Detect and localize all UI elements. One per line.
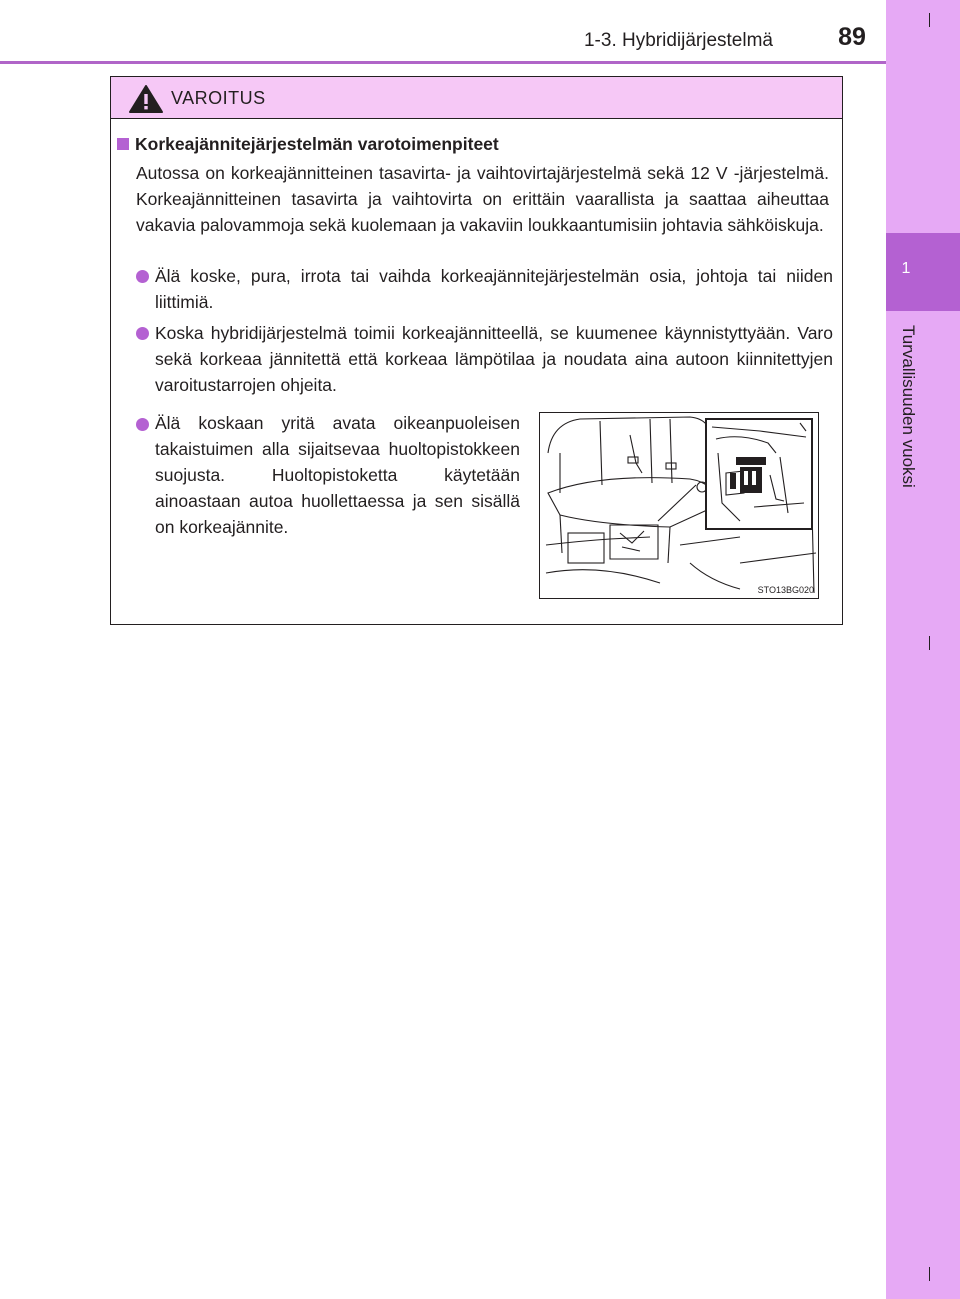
bullet-text: Älä koske, pura, irrota tai vaihda korkeajännitejärjestelmän osia, johtoja tai niiden liittimiä. (155, 266, 833, 312)
heading-square-icon (117, 138, 129, 150)
bullet-text: Älä koskaan yritä avata oikeanpuoleisen takaistuimen alla sijaitsevaa huoltopistokkeen suojusta. Huoltopistoketta käytetään ainoastaan autoa huollettaessa ja sen sisällä on korkeajännite. (155, 413, 520, 537)
figure-code: STO13BG020 (757, 585, 814, 595)
crop-mark (929, 13, 930, 27)
chapter-sidebar (886, 0, 960, 1299)
intro-paragraph: Autossa on korkeajännitteinen tasavirta- ja vaihtovirtajärjestelmä sekä 12 V -järjestelmä. Korkeajännitteinen tasavirta ja vaihtovirta on erittäin vaarallista ja saattaa aiheuttaa vakavia palovammoja sekä kuolemaan ja vakaviin loukkaantumisiin johtavia sähköiskuja. (136, 163, 829, 235)
warning-triangle-icon (128, 84, 164, 114)
section-title: 1-3. Hybridijärjestelmä (583, 30, 773, 51)
warning-header (111, 77, 842, 119)
heading-text: Korkeajännitejärjestelmän varotoimenpiteet (135, 134, 499, 154)
page-number: 89 (838, 23, 866, 51)
header-rule (0, 61, 886, 64)
bullet-icon (136, 327, 149, 340)
car-interior-drawing (540, 413, 818, 598)
crop-mark (929, 636, 930, 650)
bullet-text: Koska hybridijärjestelmä toimii korkeajännitteellä, se kuumenee käynnistyttyään. Varo sekä korkeaa jännitettä että korkeaa lämpötilaa ja noudata aina autoon kiinnitettyjen varoitustarrojen ohjeita. (155, 323, 833, 395)
crop-mark (929, 1267, 930, 1281)
chapter-tab (886, 233, 960, 311)
warning-title: VAROITUS (171, 88, 266, 108)
bullet-icon (136, 270, 149, 283)
section-heading (117, 134, 499, 155)
chapter-number: 1 (901, 260, 911, 277)
warning-box (110, 76, 843, 625)
chapter-label: Turvallisuuden vuoksi (899, 325, 918, 488)
service-plug-illustration (539, 412, 819, 599)
bullet-icon (136, 418, 149, 431)
